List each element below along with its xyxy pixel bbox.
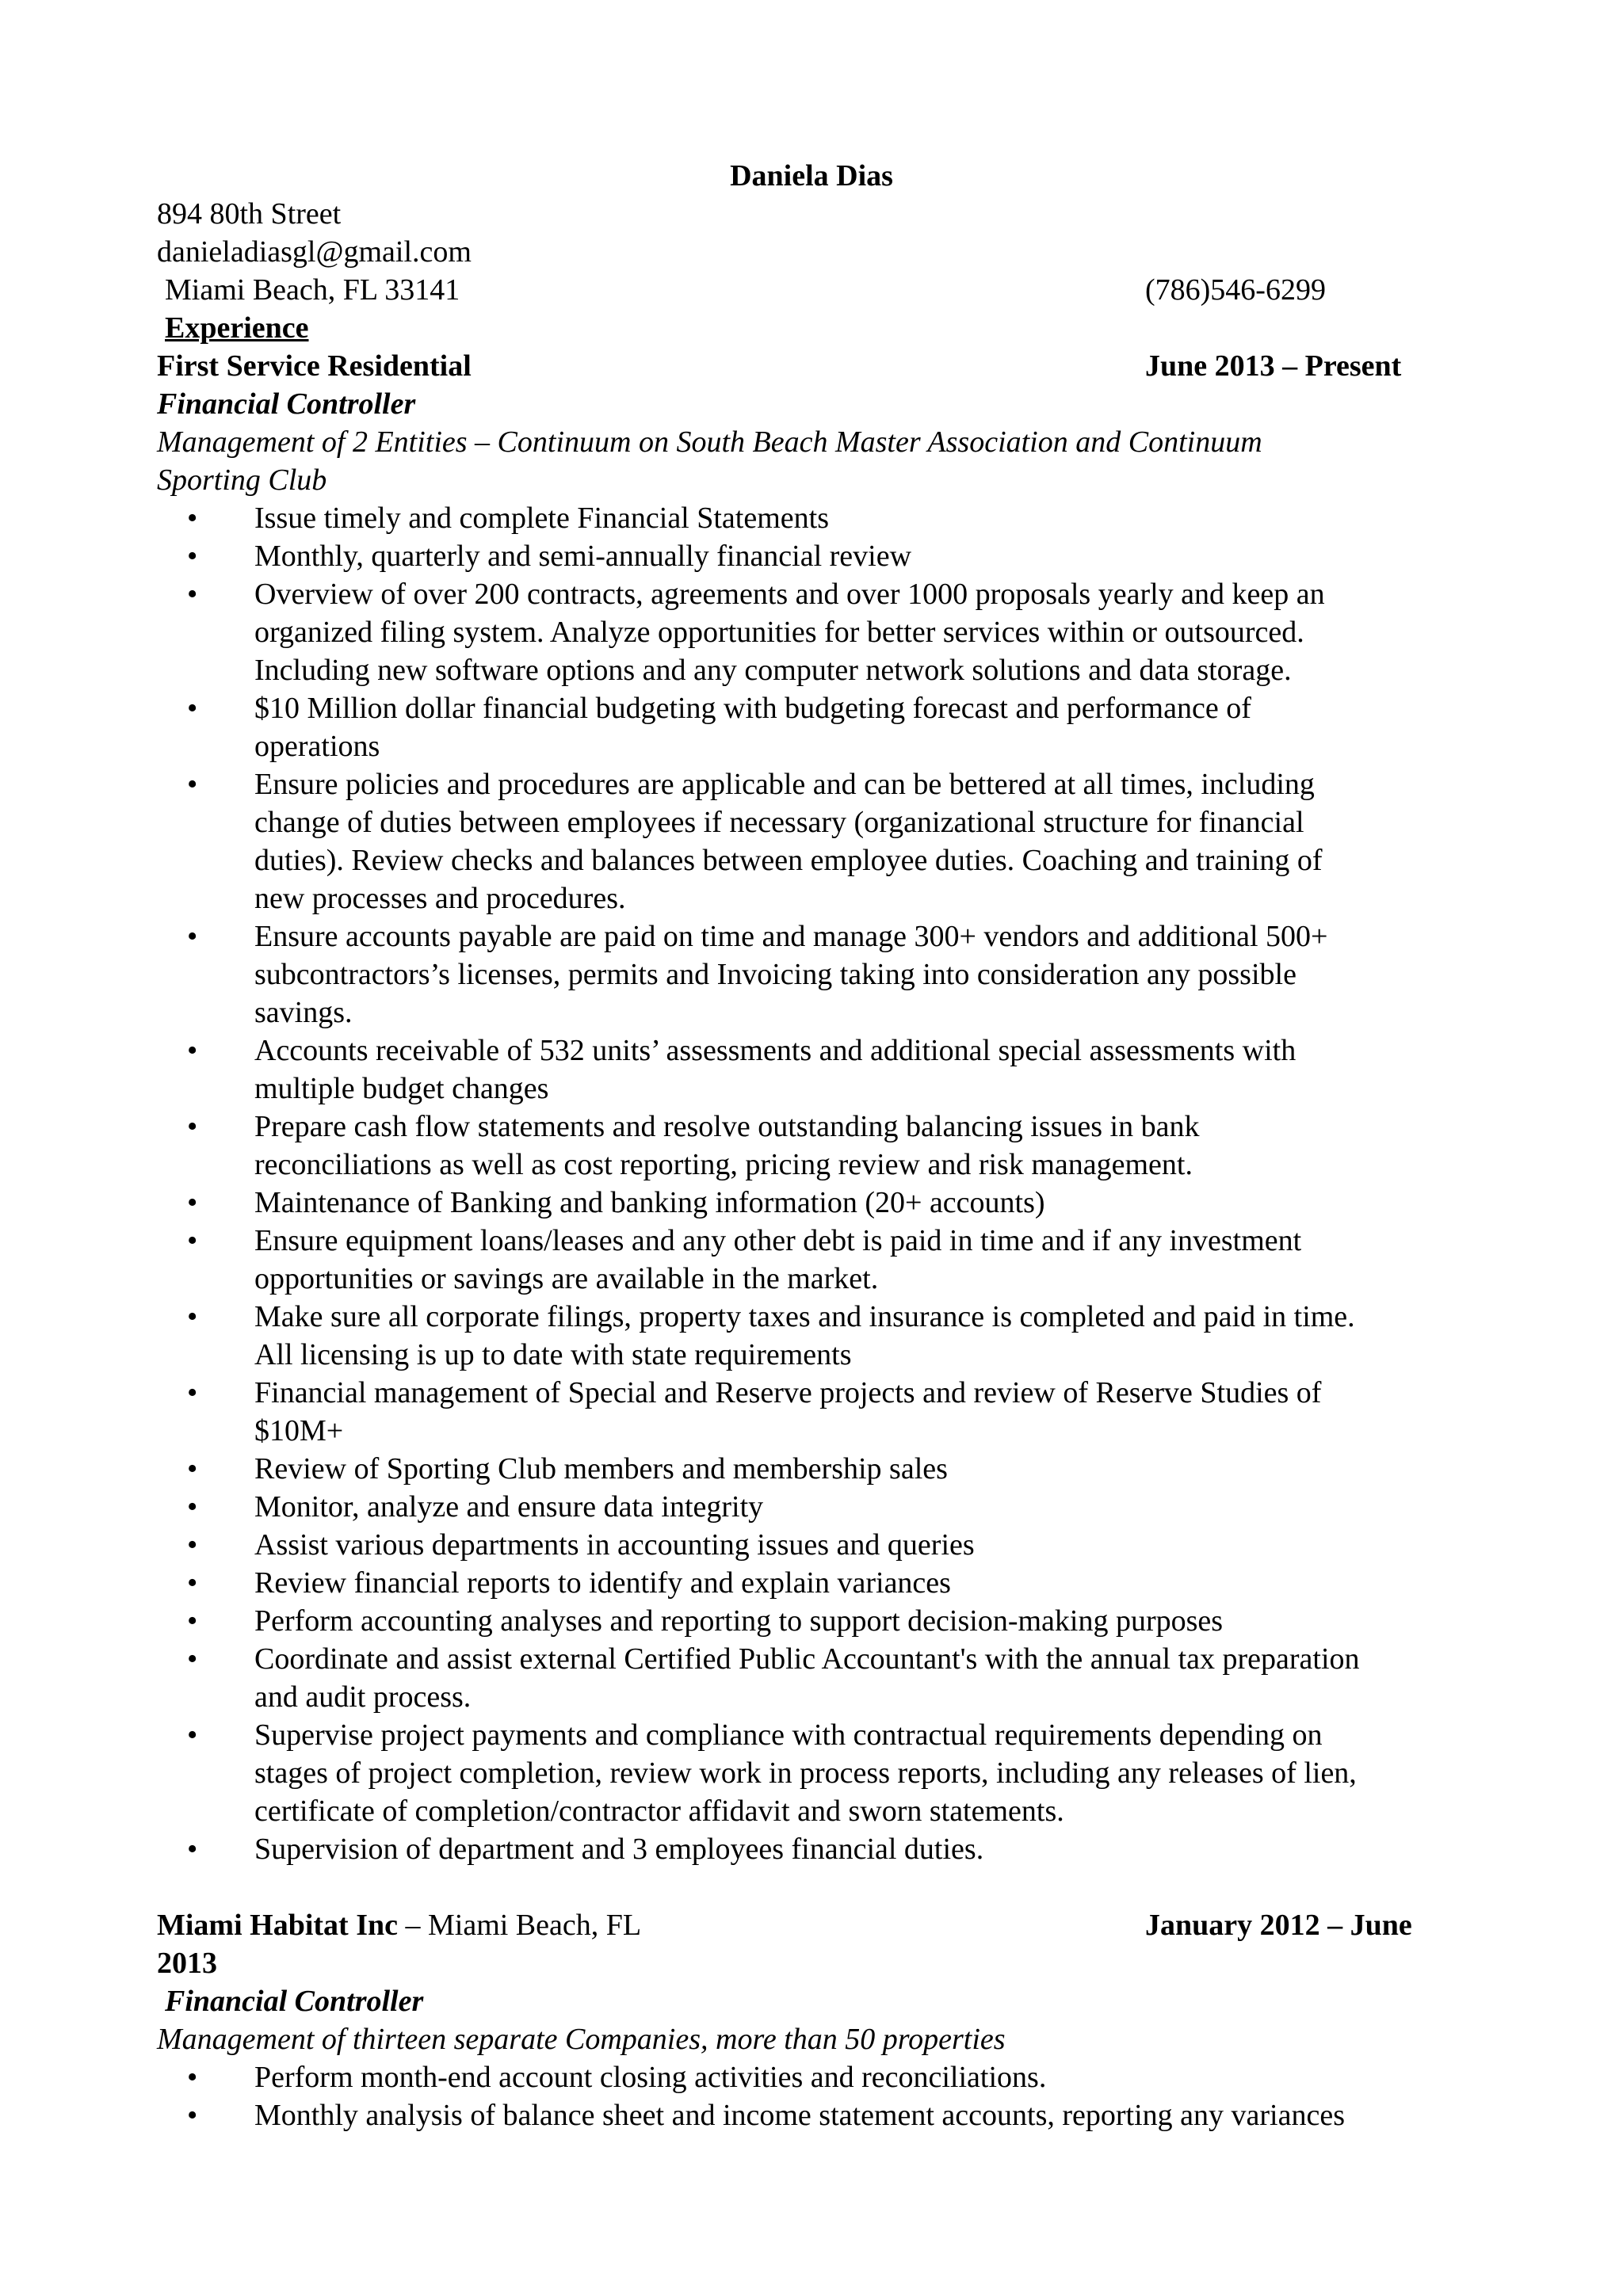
job2-location: – Miami Beach, FL [397, 1909, 642, 1942]
bullet-text: Supervision of department and 3 employees financial duties. [254, 1833, 984, 1866]
bullet-text: and audit process. [254, 1680, 472, 1714]
bullet-marker: • [187, 1300, 198, 1333]
bullet-text: Assist various departments in accounting issues and queries [254, 1528, 975, 1562]
bullet-text: Review of Sporting Club members and membership sales [254, 1452, 948, 1486]
email-address: danieladiasgl@gmail.com [157, 235, 472, 269]
job1-dates: June 2013 – Present [1145, 349, 1402, 383]
bullet-marker: • [187, 1110, 198, 1143]
bullet-text: Maintenance of Banking and banking information (20+ accounts) [254, 1186, 1045, 1219]
bullet-marker: • [187, 1034, 198, 1067]
bullet-text: change of duties between employees if necessary (organizational structure for financial [254, 806, 1304, 839]
bullet-marker: • [187, 578, 198, 611]
street-address: 894 80th Street [157, 197, 342, 231]
bullet-marker: • [187, 2061, 198, 2094]
bullet-text: organized filing system. Analyze opportunities for better services within or outsourced. [254, 616, 1304, 649]
bullet-text: Overview of over 200 contracts, agreements and over 1000 proposals yearly and keep an [254, 578, 1325, 611]
bullet-text: Prepare cash flow statements and resolve outstanding balancing issues in bank [254, 1110, 1200, 1143]
job1-company: First Service Residential [157, 349, 472, 383]
bullet-text: $10M+ [254, 1414, 344, 1447]
bullet-text: Supervise project payments and compliance with contractual requirements depending on [254, 1718, 1323, 1752]
bullet-text: Issue timely and complete Financial Statements [254, 502, 829, 535]
bullet-text: opportunities or savings are available in the market. [254, 1262, 879, 1295]
bullet-text: Including new software options and any computer network solutions and data storage. [254, 654, 1292, 687]
bullet-marker: • [187, 1490, 198, 1524]
bullet-marker: • [187, 1718, 198, 1752]
bullet-text: Monthly, quarterly and semi-annually financial review [254, 540, 912, 573]
bullet-text: Ensure equipment loans/leases and any other debt is paid in time and if any investment [254, 1224, 1302, 1257]
bullet-marker: • [187, 1604, 198, 1638]
bullet-marker: • [187, 1452, 198, 1486]
city-state-zip: Miami Beach, FL 33141 [165, 273, 460, 307]
job1-title: Financial Controller [157, 387, 416, 421]
bullet-marker: • [187, 1642, 198, 1676]
bullet-text: Ensure accounts payable are paid on time and manage 300+ vendors and additional 500+ [254, 920, 1328, 953]
bullet-text: Perform accounting analyses and reporting to support decision-making purposes [254, 1604, 1224, 1638]
bullet-text: Accounts receivable of 532 units’ assessments and additional special assessments with [254, 1034, 1296, 1067]
phone-number: (786)546-6299 [1145, 273, 1326, 307]
bullet-marker: • [187, 1528, 198, 1562]
bullet-marker: • [187, 1376, 198, 1409]
bullet-text: stages of project completion, review work in process reports, including any releases of lien, [254, 1756, 1357, 1790]
bullet-text: operations [254, 730, 380, 763]
bullet-text: duties). Review checks and balances between employee duties. Coaching and training of [254, 844, 1323, 877]
bullet-text: Perform month-end account closing activities and reconciliations. [254, 2061, 1047, 2094]
job2-description: Management of thirteen separate Companies, more than 50 properties [157, 2023, 1006, 2056]
bullet-text: Coordinate and assist external Certified Public Accountant's with the annual tax preparation [254, 1642, 1360, 1676]
bullet-marker: • [187, 502, 198, 535]
bullet-text: certificate of completion/contractor affidavit and sworn statements. [254, 1794, 1064, 1828]
bullet-text: Monitor, analyze and ensure data integrity [254, 1490, 764, 1524]
bullet-text: Ensure policies and procedures are applicable and can be bettered at all times, including [254, 768, 1315, 801]
job1-description-line: Management of 2 Entities – Continuum on South Beach Master Association and Continuum [157, 425, 1262, 459]
bullet-marker: • [187, 1833, 198, 1866]
job2-dates: January 2012 – June [1145, 1909, 1412, 1942]
bullet-marker: • [187, 2099, 198, 2132]
bullet-marker: • [187, 1186, 198, 1219]
bullet-text: Review financial reports to identify and explain variances [254, 1566, 951, 1600]
bullet-text: Financial management of Special and Reserve projects and review of Reserve Studies of [254, 1376, 1322, 1409]
job1-description-line: Sporting Club [157, 463, 327, 497]
bullet-text: new processes and procedures. [254, 882, 626, 915]
bullet-marker: • [187, 768, 198, 801]
bullet-text: savings. [254, 996, 353, 1029]
bullet-marker: • [187, 920, 198, 953]
bullet-text: subcontractors’s licenses, permits and Invoicing taking into consideration any possible [254, 958, 1296, 991]
job2-heading [157, 1906, 641, 1944]
job2-company: Miami Habitat Inc [157, 1909, 398, 1942]
bullet-text: reconciliations as well as cost reporting, pricing review and risk management. [254, 1148, 1193, 1181]
job2-title: Financial Controller [165, 1985, 424, 2018]
bullet-marker: • [187, 540, 198, 573]
bullet-text: Make sure all corporate filings, property taxes and insurance is completed and paid in time. [254, 1300, 1355, 1333]
bullet-marker: • [187, 1224, 198, 1257]
bullet-text: $10 Million dollar financial budgeting with budgeting forecast and performance of [254, 692, 1251, 725]
bullet-text: multiple budget changes [254, 1072, 549, 1105]
bullet-text: Monthly analysis of balance sheet and income statement accounts, reporting any variances [254, 2099, 1345, 2132]
bullet-text: All licensing is up to date with state requirements [254, 1338, 852, 1371]
bullet-marker: • [187, 1566, 198, 1600]
section-title-experience: Experience [165, 311, 309, 345]
candidate-name: Daniela Dias [730, 159, 893, 193]
bullet-marker: • [187, 692, 198, 725]
job2-dates-continued: 2013 [157, 1947, 217, 1980]
